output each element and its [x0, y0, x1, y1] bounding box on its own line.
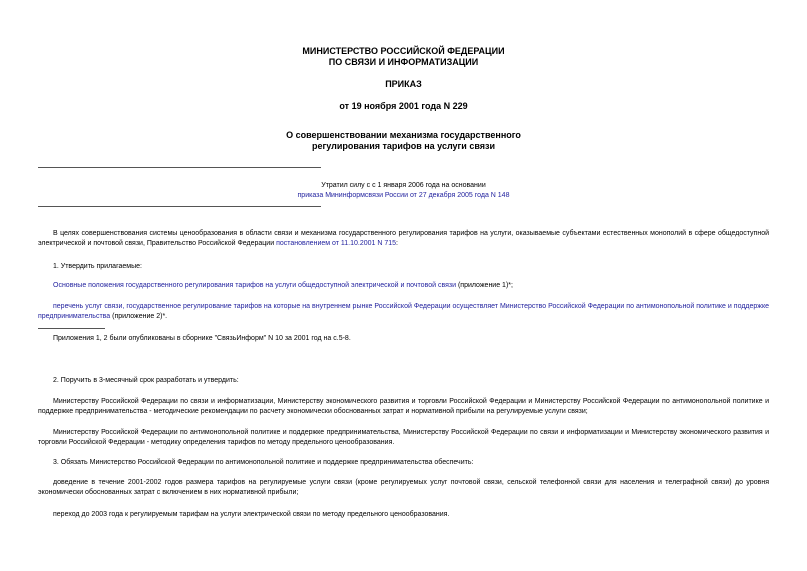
item-2: 2. Поручить в 3-месячный срок разработать и утвердить: [53, 377, 239, 384]
item-1: 1. Утвердить прилагаемые: [53, 263, 142, 270]
top-divider [38, 167, 321, 168]
title-line-1: О совершенствовании механизма государственного [286, 130, 521, 140]
title-line-2: регулирования тарифов на услуги связи [311, 141, 496, 151]
item-1a: Основные положения государственного регулирования тарифов на услуги общедоступной электрической и почтовой связи (приложение 1)*; [53, 282, 513, 289]
item-2a: Министерству Российской Федерации по связи и информатизации, Министерству экономического развития и торговли Российской Федерации и Министерству Российской Федерации по антимонопольной политике и поддержке предпринимательства - методические рекомендации по расчету экономически обоснованных затрат и нормативной прибыли на регулируемые услуги связи; [38, 398, 769, 415]
footnote: Приложения 1, 2 были опубликованы в сборнике "СвязьИнформ" N 10 за 2001 год на с.5-8. [53, 335, 351, 342]
item-3a: доведение в течение 2001-2002 годов размера тарифов на регулируемые услуги связи (кроме регулируемых услуг почтовой связи, сельской телефонной связи для населения и телеграфной связи) до уровня экономически обоснованных затрат с включением в них нормативной прибыли; [38, 479, 769, 496]
item-1b: перечень услуг связи, государственное регулирование тарифов на которые на внутреннем рынке Российской Федерации осуществляет Министерство Российской Федерации по антимонопольной политике и поддержке предпринимательства (приложение 2)*. [38, 303, 769, 320]
status-note-text: Утратил силу с с 1 января 2006 года на основании [321, 182, 486, 189]
government-decree-link[interactable]: постановлением от 11.10.2001 N 715 [276, 240, 397, 247]
ministry-line-2: ПО СВЯЗИ И ИНФОРМАТИЗАЦИИ [328, 57, 479, 67]
ministry-line-1: МИНИСТЕРСТВО РОССИЙСКОЙ ФЕДЕРАЦИИ [302, 46, 505, 56]
document-type: ПРИКАЗ [385, 79, 422, 89]
basic-provisions-link[interactable]: Основные положения государственного регулирования тарифов на услуги общедоступной электрической и почтовой связи [53, 282, 457, 289]
item-3: 3. Обязать Министерство Российской Федерации по антимонопольной политике и поддержке предпринимательства обеспечить: [53, 459, 474, 466]
repeal-order-link[interactable]: приказа Мининформсвязи России от 27 декабря 2005 года N 148 [297, 192, 510, 199]
preamble-paragraph: В целях совершенствования системы ценообразования в области связи и механизма государственного регулирования тарифов на услуги, оказываемые субъектами естественных монополий в сфере общедоступной электрической и почтовой связи, Правительство Российской Федерации постановлением от 11.10.2001 N 715: [38, 230, 769, 247]
item-3b: переход до 2003 года к регулируемым тарифам на услуги электрической связи по методу предельного ценообразования. [53, 511, 450, 518]
services-list-link[interactable]: перечень услуг связи, государственное регулирование тарифов на которые на внутреннем рынке Российской Федерации осуществляет Министерство Российской Федерации по антимонопольной политике и поддержке предпринимательства [38, 303, 769, 320]
document-date: от 19 ноября 2001 года N 229 [339, 101, 468, 111]
bottom-divider [38, 206, 321, 207]
footnote-divider [38, 328, 105, 329]
item-2b: Министерству Российской Федерации по антимонопольной политике и поддержке предпринимательства, Министерству Российской Федерации по связи и информатизации и Министерству экономического развития и торговли Российской Федерации - методику определения тарифов по методу предельного ценообразования. [38, 429, 769, 446]
